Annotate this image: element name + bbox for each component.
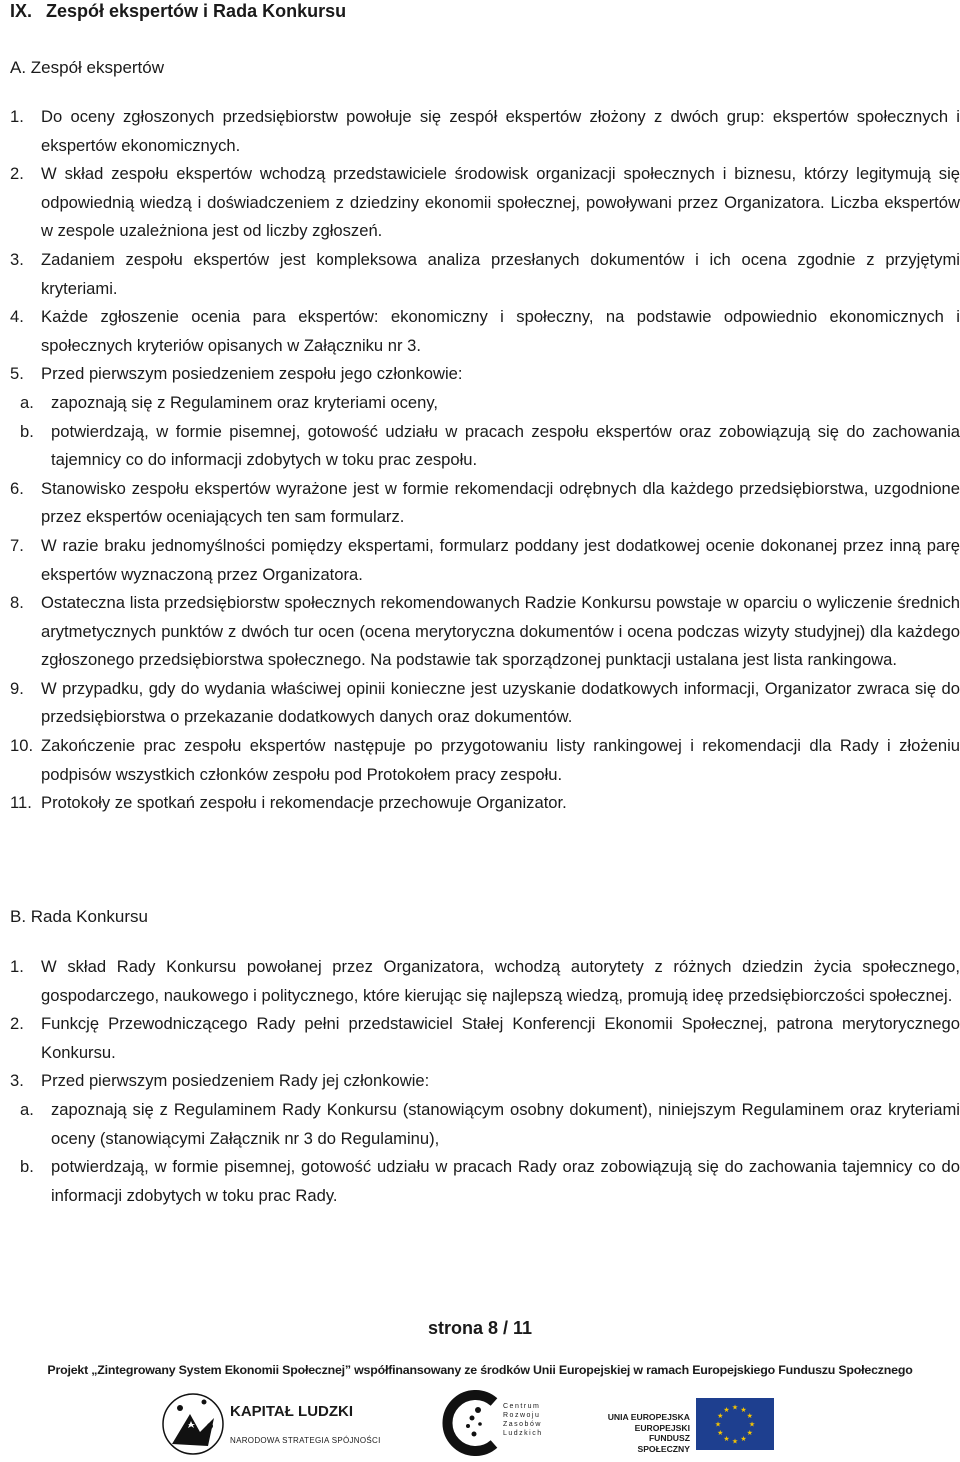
item-number: 6. [10,478,24,498]
item-number: 1. [10,107,24,126]
ue-line: UNIA EUROPEJSKA [607,1412,690,1422]
crzl-line: Ludzkich [503,1430,543,1437]
sub-list-item [10,1153,960,1210]
item-text: W skład zespołu ekspertów wchodzą przedstawiciele środowisk organizacji społecznych i biznesu, którzy legitymują się odpowiednią wiedzą i doświadczeniem z dziedziny ekonomii społecznej, powoływani przez Organizatora. Liczba ekspertów w zespole uzależniona jest od liczby zgłoszeń. [41,164,960,241]
section-number: IX. [10,1,33,21]
item-number: 4. [10,307,24,327]
kapital-ludzki-subtitle: NARODOWA STRATEGIA SPÓJNOŚCI [230,1436,381,1445]
list-item [10,303,960,360]
item-text: W razie braku jednomyślności pomiędzy ekspertami, formularz poddany jest dodatkowej ocenie dokonanej przez inną parę ekspertów wyznaczoną przez Organizatora. [41,535,960,584]
eu-star-icon: ★ [723,1436,730,1444]
item-text: Ostateczna lista przedsiębiorstw społecznych rekomendowanych Radzie Konkursu powstaje w oparciu o wyliczenie średnich arytmetycznych punktów z dwóch tur ocen (ocena merytoryczna dokumentów i ocena podczas wizyty studyjnej) dla każdego zgłoszonego przedsiębiorstwa społecznego. Na podstawie tak sporządzonej punktacji ustalana jest lista rankingowa. [41,593,960,670]
crzl-line: Rozwoju [503,1412,541,1419]
item-number: 8. [10,593,24,613]
crzl-name [503,1402,543,1438]
list-item [10,953,960,1010]
project-footer: Projekt „Zintegrowany System Ekonomii Społecznej” współfinansowany ze środków Unii Europejskiej w ramach Europejskiego Funduszu Społecznego [47,1363,913,1377]
item-text: Przed pierwszym posiedzeniem zespołu jego członkowie: [41,364,463,384]
item-text: Funkcję Przewodniczącego Rady pełni przedstawiciel Stałej Konferencji Ekonomii Społecznej, patrona merytorycznego Konkursu. [41,1014,960,1062]
eu-star-icon: ★ [717,1430,724,1437]
list-item [10,589,960,675]
item-text: Zakończenie prac zespołu ekspertów następuje po przygotowaniu listy rankingowej i rekomendacji dla Rady i złożeniu podpisów wszystkich członków zespołu pod Protokołem pracy zespołu. [41,736,960,784]
list-item [10,1067,960,1096]
eu-star-icon: ★ [740,1406,747,1414]
item-number: 1. [10,957,24,976]
eu-star-icon: ★ [731,1404,739,1412]
item-text: Stanowisko zespołu ekspertów wyrażone jest w formie rekomendacji odrębnych dla każdego przedsiębiorstwa, uzgodnione przez ekspertów oceniających ten sam formularz. [41,478,960,527]
list-item [10,532,960,589]
kapital-ludzki-title: KAPITAŁ LUDZKI [230,1403,354,1420]
item-text: Do oceny zgłoszonych przedsiębiorstw powołuje się zespół ekspertów złożony z dwóch grup: ekspertów społecznych i ekspertów ekonomicznych. [41,107,960,155]
part-b-heading: B. Rada Konkursu [10,907,148,926]
eu-star-icon: ★ [740,1436,747,1444]
eu-star-icon: ★ [717,1413,724,1420]
list-item [10,246,960,303]
crzl-line: Centrum [503,1403,541,1410]
list-item [10,675,960,732]
item-text: W przypadku, gdy do wydania właściwej opinii konieczne jest uzyskanie dodatkowych informacji, Organizator zwraca się do przedsiębiorstwa o przekazanie dodatkowych danych oraz dokumentów. [41,678,960,727]
eu-star-icon: ★ [714,1421,722,1429]
ue-line: EUROPEJSKI [634,1422,690,1433]
ue-line: FUNDUSZ SPOŁECZNY [637,1433,690,1454]
sub-list-item [10,1096,960,1153]
kapital-ludzki-logo-icon [160,1392,226,1456]
eu-star-icon: ★ [731,1438,739,1446]
item-number: 7. [10,535,24,555]
eu-flag-icon [696,1398,774,1450]
crzl-logo-icon [436,1390,500,1456]
item-number: a. [20,1099,34,1119]
item-number: 3. [10,249,24,269]
list-item [10,360,960,389]
sub-list-item [10,389,960,418]
item-number: b. [20,421,34,441]
list-item [10,732,960,789]
item-number: 9. [10,678,24,698]
section-heading [10,0,346,22]
item-number: 10. [10,736,34,756]
item-number: 11. [10,793,32,813]
list-item [10,475,960,532]
item-text: zapoznają się z Regulaminem Rady Konkursu (stanowiącym osobny dokument), niniejszym Regulaminem oraz kryteriami oceny (stanowiącymi Załącznik nr 3 do Regulaminu), [51,1099,960,1148]
item-text: Każde zgłoszenie ocenia para ekspertów: ekonomiczny i społeczny, na podstawie odpowiednio ekonomicznych i społecznych kryteriów opisanych w Załączniku nr 3. [41,307,960,355]
eu-star-icon: ★ [746,1430,753,1437]
item-number: b. [20,1157,34,1177]
item-number: a. [20,392,34,412]
sub-list-item [10,418,960,475]
item-text: Zadaniem zespołu ekspertów jest kompleksowa analiza przesłanych dokumentów i ich ocena zgodnie z przyjętymi kryteriami. [41,249,960,298]
item-text: W skład Rady Konkursu powołanej przez Organizatora, wchodzą autorytety z różnych dziedzin życia społecznego, gospodarczego, naukowego i politycznego, które kierując się najlepszą wiedzą, promują ideę przedsiębiorczości społecznej. [41,957,960,1005]
section-title: Zespół ekspertów i Rada Konkursu [46,1,347,21]
item-number: 3. [10,1071,24,1091]
part-b-list [10,953,960,1210]
item-text: Przed pierwszym posiedzeniem Rady jej członkowie: [41,1071,430,1091]
list-item [10,789,960,818]
item-number: 2. [10,1014,24,1034]
list-item [10,1010,960,1067]
crzl-line: Zasobów [503,1421,542,1428]
eu-star-icon: ★ [746,1413,753,1420]
list-item [10,103,960,160]
eu-star-icon: ★ [748,1421,756,1429]
item-number: 5. [10,364,24,384]
page-number: strona 8 / 11 [427,1318,533,1338]
item-text: potwierdzają, w formie pisemnej, gotowość udziału w pracach zespołu ekspertów oraz zobowiązują się do zachowania tajemnicy co do informacji zdobytych w toku prac zespołu. [51,421,960,470]
part-a-heading: A. Zespół ekspertów [10,58,165,77]
ue-name [602,1412,690,1454]
list-item [10,160,960,246]
item-text: zapoznają się z Regulaminem oraz kryteriami oceny, [51,392,439,412]
item-text: Protokoły ze spotkań zespołu i rekomendacje przechowuje Organizator. [41,793,567,813]
logo-bar [0,1384,960,1462]
part-a-list [10,103,960,818]
item-number: 2. [10,164,24,184]
item-text: potwierdzają, w formie pisemnej, gotowość udziału w pracach Rady oraz zobowiązują się do zachowania tajemnicy co do informacji zdobytych w toku prac Rady. [51,1157,960,1205]
eu-star-icon: ★ [723,1406,730,1414]
